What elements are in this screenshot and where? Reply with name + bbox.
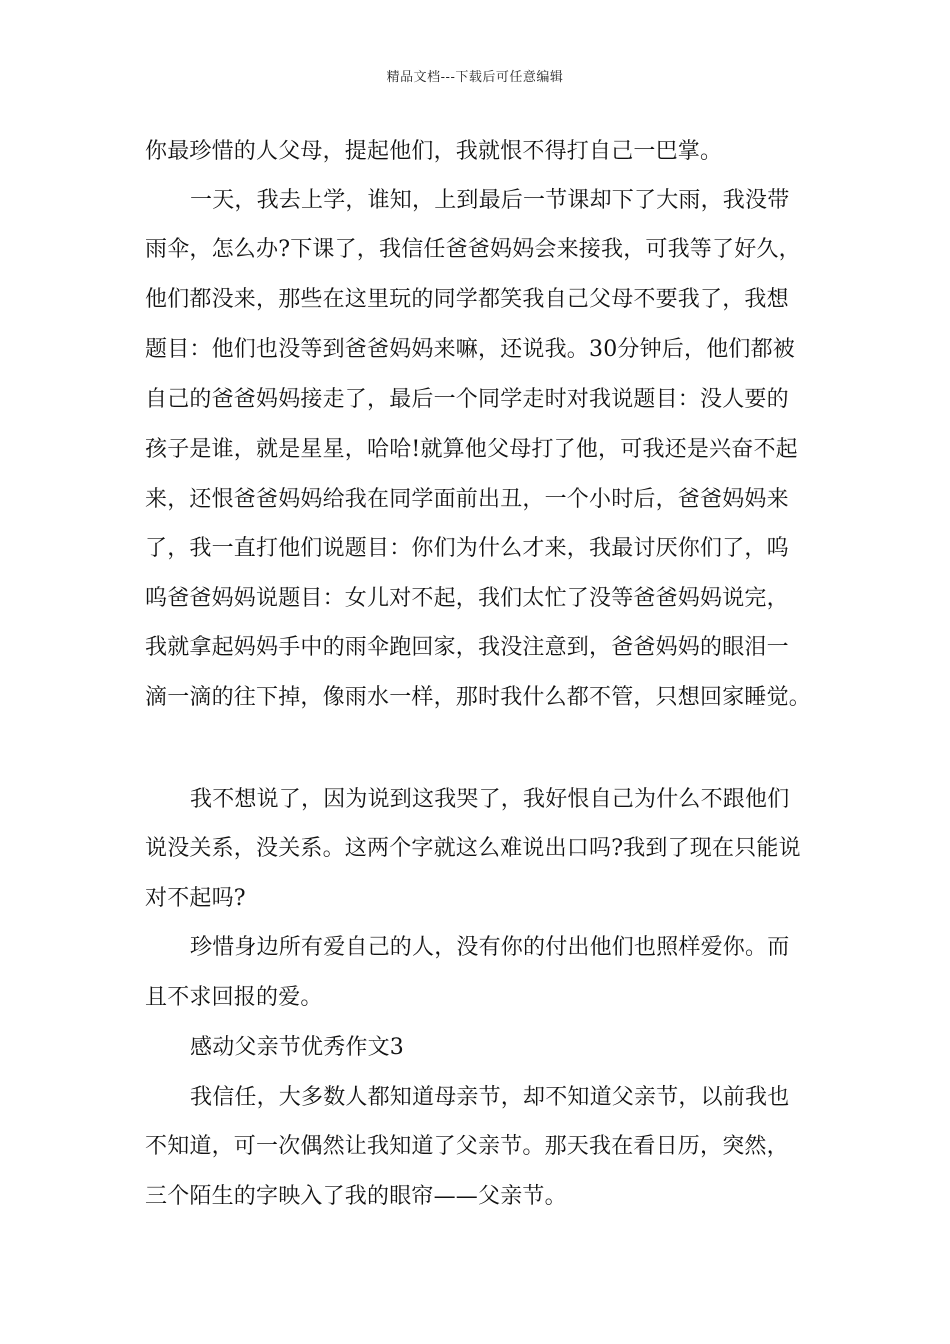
page-header: 精品文档---下载后可任意编辑 xyxy=(386,70,564,85)
text-line: 对不起吗? xyxy=(145,886,246,911)
text-line: 珍惜身边所有爱自己的人，没有你的付出他们也照样爱你。而 xyxy=(190,935,790,960)
text-line: 我信任，大多数人都知道母亲节，却不知道父亲节，以前我也 xyxy=(190,1085,790,1110)
text-line: 滴一滴的往下掉，像雨水一样，那时我什么都不管，只想回家睡觉。 xyxy=(145,685,812,710)
text-line: 你最珍惜的人父母，提起他们，我就恨不得打自己一巴掌。 xyxy=(145,139,723,164)
text-line: 说没关系，没关系。这两个字就这么难说出口吗?我到了现在只能说 xyxy=(145,836,801,861)
text-line: 孩子是谁，就是星星，哈哈!就算他父母打了他，可我还是兴奋不起 xyxy=(145,437,798,462)
text-line: 我就拿起妈妈手中的雨伞跑回家，我没注意到，爸爸妈妈的眼泪一 xyxy=(145,635,789,660)
text-line: 呜爸爸妈妈说题目：女儿对不起，我们太忙了没等爸爸妈妈说完， xyxy=(145,586,789,611)
text-line: 来，还恨爸爸妈妈给我在同学面前出丑，一个小时后，爸爸妈妈来 xyxy=(145,487,789,512)
text-line: 不知道，可一次偶然让我知道了父亲节。那天我在看日历，突然， xyxy=(145,1134,789,1159)
text-line: 我不想说了，因为说到这我哭了，我好恨自己为什么不跟他们 xyxy=(190,787,790,812)
section-title: 感动父亲节优秀作文3 xyxy=(190,1035,404,1060)
text-line: 三个陌生的字映入了我的眼帘——父亲节。 xyxy=(145,1184,567,1209)
text-line: 雨伞，怎么办?下课了，我信任爸爸妈妈会来接我，可我等了好久， xyxy=(145,237,801,262)
text-line: 一天，我去上学，谁知，上到最后一节课却下了大雨，我没带 xyxy=(190,188,790,213)
text-line: 他们都没来，那些在这里玩的同学都笑我自己父母不要我了，我想 xyxy=(145,287,789,312)
text-line: 自己的爸爸妈妈接走了，最后一个同学走时对我说题目：没人要的 xyxy=(145,387,789,412)
text-line: 且不求回报的爱。 xyxy=(145,985,323,1010)
text-line: 题目：他们也没等到爸爸妈妈来嘛，还说我。30分钟后，他们都被 xyxy=(145,337,795,362)
text-line: 了，我一直打他们说题目：你们为什么才来，我最讨厌你们了，呜 xyxy=(145,536,789,561)
